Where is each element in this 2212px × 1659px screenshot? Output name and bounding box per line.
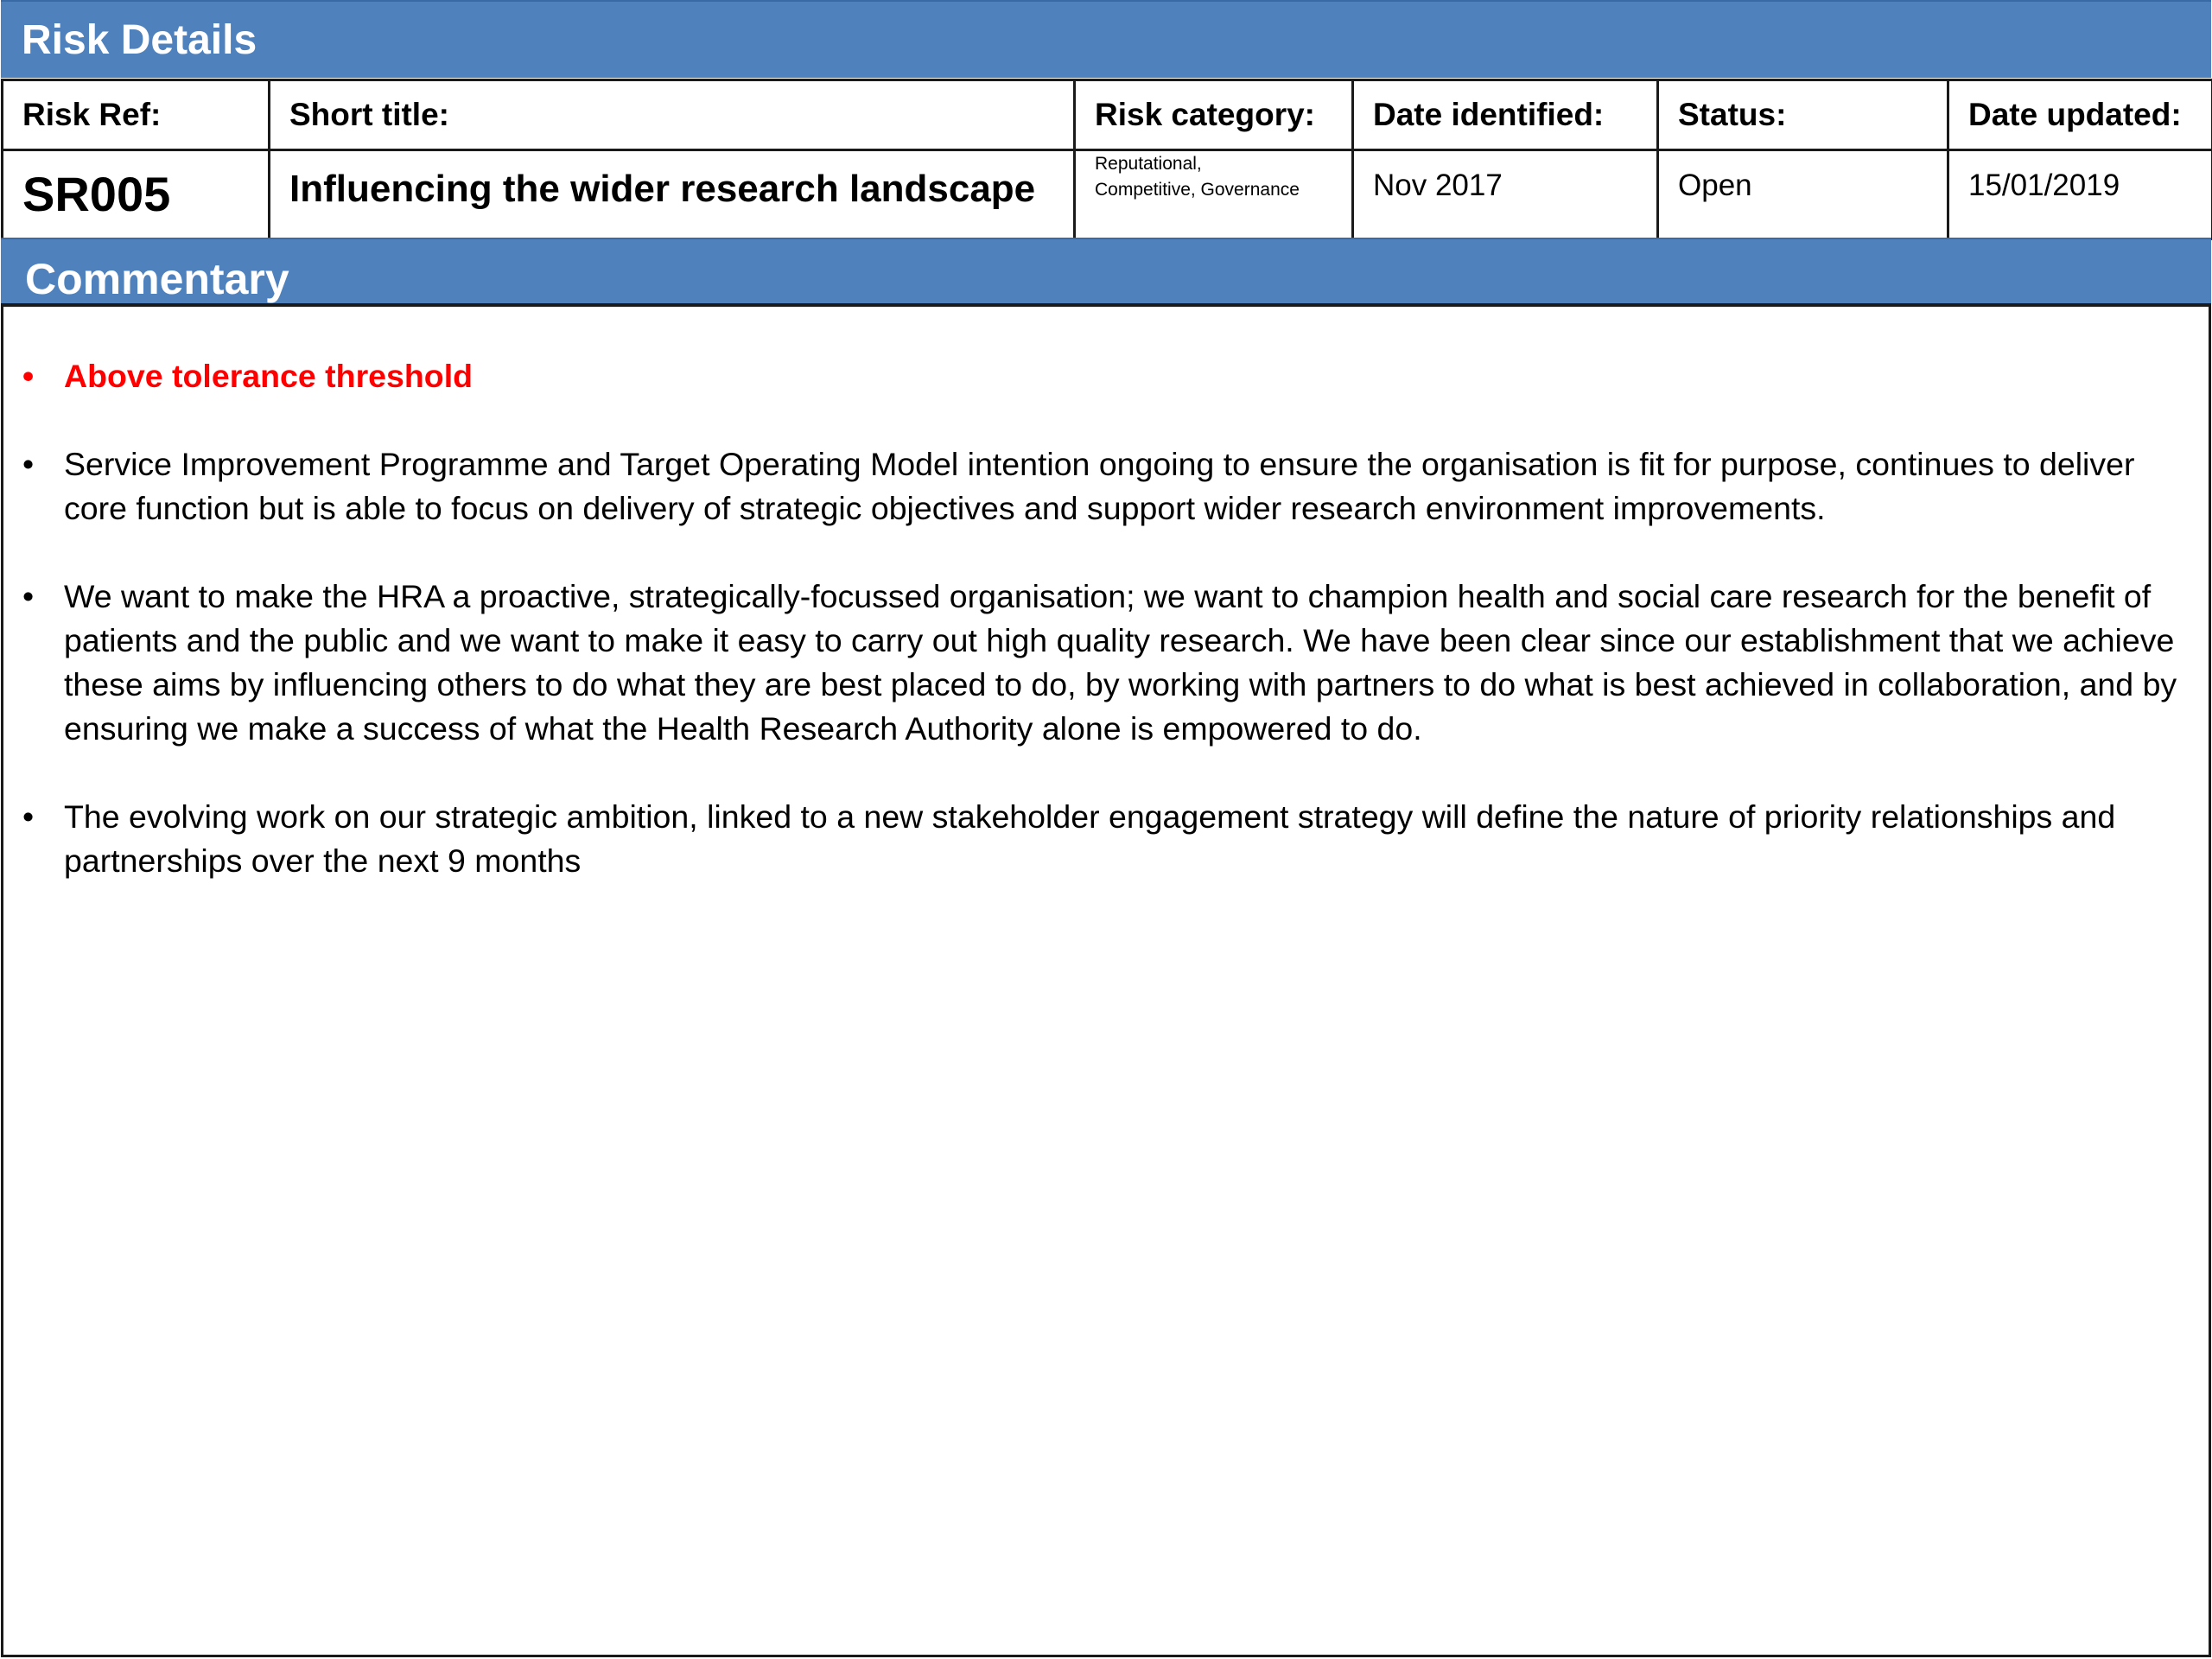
date-updated-label: Date updated: xyxy=(1948,80,2212,150)
date-identified-value: Nov 2017 xyxy=(1353,150,1658,239)
risk-category-value xyxy=(1075,150,1353,239)
commentary-item-text: Above tolerance threshold xyxy=(64,358,474,394)
commentary-item-service-improvement xyxy=(3,442,2183,531)
bullet-icon: • xyxy=(22,798,35,835)
risk-ref-label: Risk Ref: xyxy=(3,80,270,150)
risk-category-label: Risk category: xyxy=(1075,80,1353,150)
date-identified-label: Date identified: xyxy=(1353,80,1658,150)
short-title-value: Influencing the wider research landscape xyxy=(270,150,1075,239)
risk-details-value-row xyxy=(3,150,2212,239)
date-updated-value: 15/01/2019 xyxy=(1948,150,2212,239)
risk-category-line-1: Reputational, xyxy=(1095,154,1202,174)
risk-details-label-row xyxy=(3,80,2212,150)
commentary-item-hra-aims xyxy=(3,575,2183,751)
status-value: Open xyxy=(1658,150,1948,239)
commentary-list xyxy=(3,307,2209,883)
commentary-item-strategic-ambition xyxy=(3,795,2183,883)
bullet-icon: • xyxy=(22,578,35,614)
commentary-item-text: We want to make the HRA a proactive, strategically-focussed organisation; we want to champion health and social care research for the benefit of patients and the public and we want to make it easy to carry out high quality research. We have been clear since our establishment that we achieve these aims by influencing others to do what they are best placed to do, by working with partners to do what is best achieved in collaboration, and by ensuring we make a success of what the Health Research Authority alone is empowered to do. xyxy=(64,578,2177,747)
commentary-item-text: Service Improvement Programme and Target Operating Model intention ongoing to ensure the organisation is fit for purpose, continues to deliver core function but is able to focus on delivery of strategic objectives and support wider research environment improvements. xyxy=(64,446,2135,526)
status-label: Status: xyxy=(1658,80,1948,150)
commentary-body xyxy=(1,307,2211,1657)
risk-category-line-2: Competitive, Governance xyxy=(1095,180,1300,200)
commentary-item-tolerance xyxy=(3,354,2183,398)
risk-ref-value: SR005 xyxy=(3,150,270,239)
commentary-item-text: The evolving work on our strategic ambition, linked to a new stakeholder engagement strategy will define the nature of priority relationships and partnerships over the next 9 months xyxy=(64,798,2116,879)
bullet-icon: • xyxy=(22,446,35,482)
risk-details-header: Risk Details xyxy=(1,0,2211,78)
bullet-icon: • xyxy=(22,358,35,394)
risk-details-table xyxy=(1,79,2212,240)
short-title-label: Short title: xyxy=(270,80,1075,150)
commentary-header: Commentary xyxy=(1,238,2211,307)
